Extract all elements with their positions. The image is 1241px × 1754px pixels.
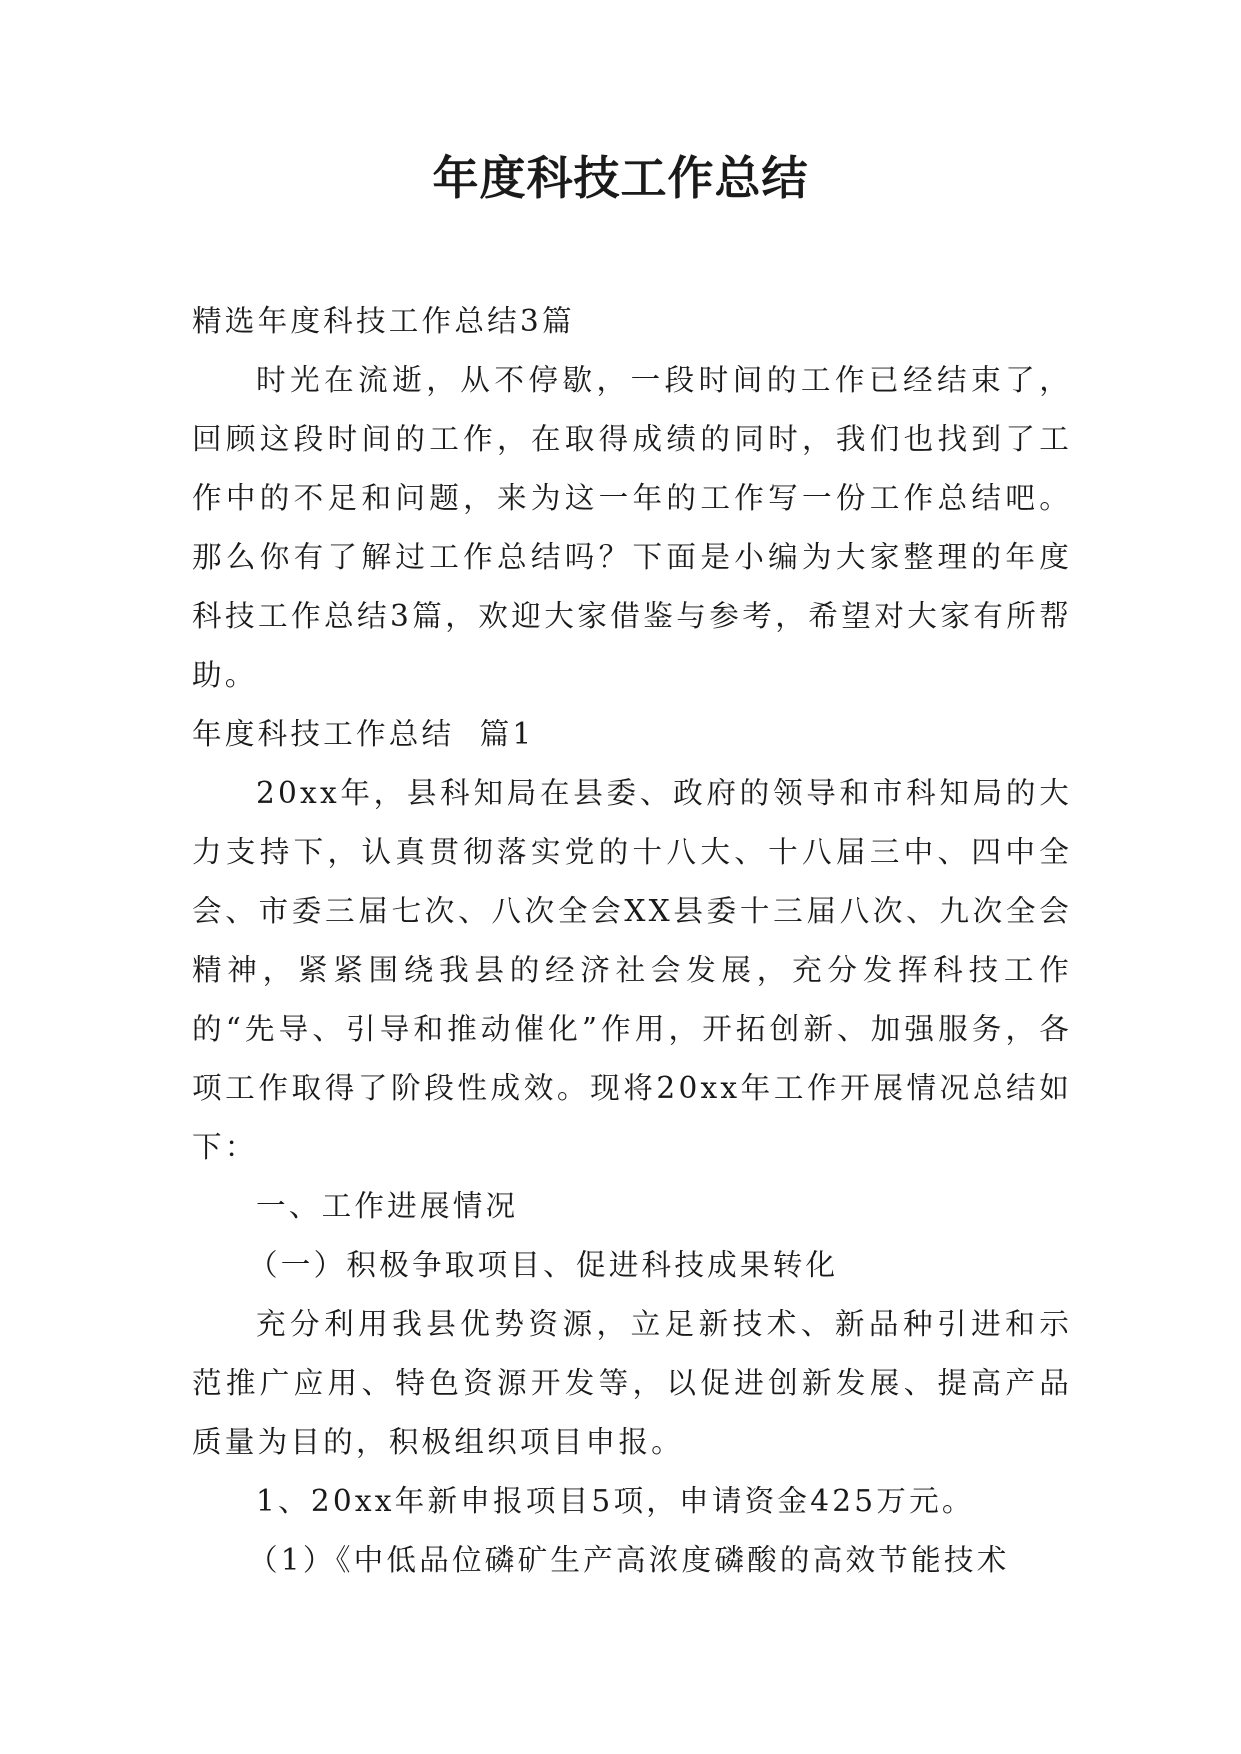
- document-body: [192, 292, 1072, 1590]
- paragraph-projects: 充分利用我县优势资源，立足新技术、新品种引进和示范推广应用、特色资源开发等，以促进创新发展、提高产品质量为目的，积极组织项目申报。: [192, 1307, 1072, 1459]
- document-subtitle: 精选年度科技工作总结3篇: [192, 304, 575, 338]
- list-item-new-projects: 1、20xx年新申报项目5项，申请资金425万元。: [256, 1484, 975, 1518]
- heading-work-progress: 一、工作进展情况: [256, 1189, 519, 1223]
- document-title: 年度科技工作总结: [432, 151, 809, 205]
- subheading-projects: （一）积极争取项目、促进科技成果转化: [248, 1248, 839, 1282]
- paragraph-overview: 20xx年，县科知局在县委、政府的领导和市科知局的大力支持下，认真贯彻落实党的十八大、十八届三中、四中全会、市委三届七次、八次全会XX县委十三届八次、九次全会精神，紧紧围绕我县的经济社会发展，充分发挥科技工作的“先导、引导和推动催化”作用，开拓创新、加强服务，各项工作取得了阶段性成效。现将20xx年工作开展情况总结如下：: [192, 776, 1072, 1164]
- list-item-project-1: （1）《中低品位磷矿生产高浓度磷酸的高效节能技术: [248, 1543, 1010, 1577]
- section-heading: 年度科技工作总结 篇1: [192, 717, 535, 751]
- intro-paragraph: 时光在流逝，从不停歇，一段时间的工作已经结束了，回顾这段时间的工作，在取得成绩的同时，我们也找到了工作中的不足和问题，来为这一年的工作写一份工作总结吧。那么你有了解过工作总结吗？下面是小编为大家整理的年度科技工作总结3篇，欢迎大家借鉴与参考，希望对大家有所帮助。: [192, 363, 1072, 692]
